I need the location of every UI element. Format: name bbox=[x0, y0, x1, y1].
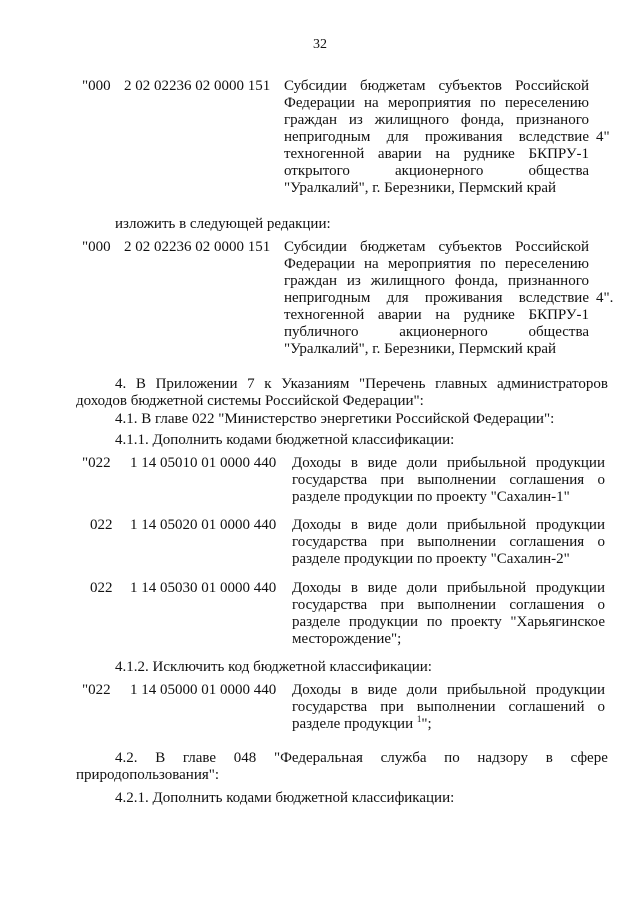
paragraph-4-1-1: 4.1.1. Дополнить кодами бюджетной классификации: bbox=[115, 432, 455, 448]
row-description: Субсидии бюджетам субъектов Российской Федерации на мероприятия по переселению граждан из жилищного фонда, признаного непригодным для проживания вследствие техногенной аварии на руднике БКПРУ-1 открытого акционерного общества "Уралкалий", г. Березники, Пермский край bbox=[284, 78, 589, 196]
code-admin: "000 bbox=[82, 78, 111, 94]
paragraph-4-2-1: 4.2.1. Дополнить кодами бюджетной классификации: bbox=[115, 790, 455, 806]
code-kbk: 1 14 05000 01 0000 440 bbox=[130, 682, 277, 698]
code-admin: "022 bbox=[82, 455, 111, 471]
code-kbk: 1 14 05030 01 0000 440 bbox=[130, 580, 277, 596]
code-kbk: 1 14 05010 01 0000 440 bbox=[130, 455, 277, 471]
row-description: Доходы в виде доли прибыльной продукции государства при выполнении соглашения о разделе продукции по проекту "Сахалин-2" bbox=[292, 517, 605, 567]
code-admin: "022 bbox=[82, 682, 111, 698]
row-description: Доходы в виде доли прибыльной продукции государства при выполнении соглашения о разделе продукции по проекту "Сахалин-1" bbox=[292, 455, 605, 505]
code-admin: 022 bbox=[90, 580, 113, 596]
code-admin: 022 bbox=[90, 517, 113, 533]
row-description: Субсидии бюджетам субъектов Российской Федерации на мероприятия по переселению граждан из жилищного фонда, признанного непригодным для проживания вследствие техногенной аварии на руднике БКПРУ-1 публичного акционерного общества "Уралкалий", г. Березники, Пермский край bbox=[284, 239, 589, 357]
paragraph-4-2-line2: природопользования": bbox=[76, 767, 220, 783]
paragraph-4-2-line1: 4.2. В главе 048 "Федеральная служба по надзору в сфере bbox=[115, 750, 608, 766]
code-kbk: 1 14 05020 01 0000 440 bbox=[130, 517, 277, 533]
code-kbk: 2 02 02236 02 0000 151 bbox=[124, 78, 271, 94]
code-amount: 4". bbox=[596, 290, 614, 306]
paragraph-4: 4. В Приложении 7 к Указаниям "Перечень главных администраторов доходов бюджетной системы Российской Федерации": bbox=[76, 376, 608, 409]
code-kbk: 2 02 02236 02 0000 151 bbox=[124, 239, 271, 255]
row-description: Доходы в виде доли прибыльной продукции государства при выполнении соглашений о разделе продукции $^1$"; bbox=[292, 682, 605, 732]
code-amount: 4" bbox=[596, 129, 610, 145]
footnote-marker: 1 bbox=[416, 714, 422, 724]
row-last-line: разделе продукции $^1$"; bbox=[292, 714, 432, 732]
page-number: 32 bbox=[313, 37, 327, 52]
row-description: Доходы в виде доли прибыльной продукции государства при выполнении соглашения о разделе продукции по проекту "Харьягинское месторождение"; bbox=[292, 580, 605, 647]
code-admin: "000 bbox=[82, 239, 111, 255]
paragraph-4-1-2: 4.1.2. Исключить код бюджетной классификации: bbox=[115, 659, 432, 675]
instruction-text: изложить в следующей редакции: bbox=[115, 216, 331, 232]
paragraph-4-1: 4.1. В главе 022 "Министерство энергетики Российской Федерации": bbox=[115, 411, 555, 427]
